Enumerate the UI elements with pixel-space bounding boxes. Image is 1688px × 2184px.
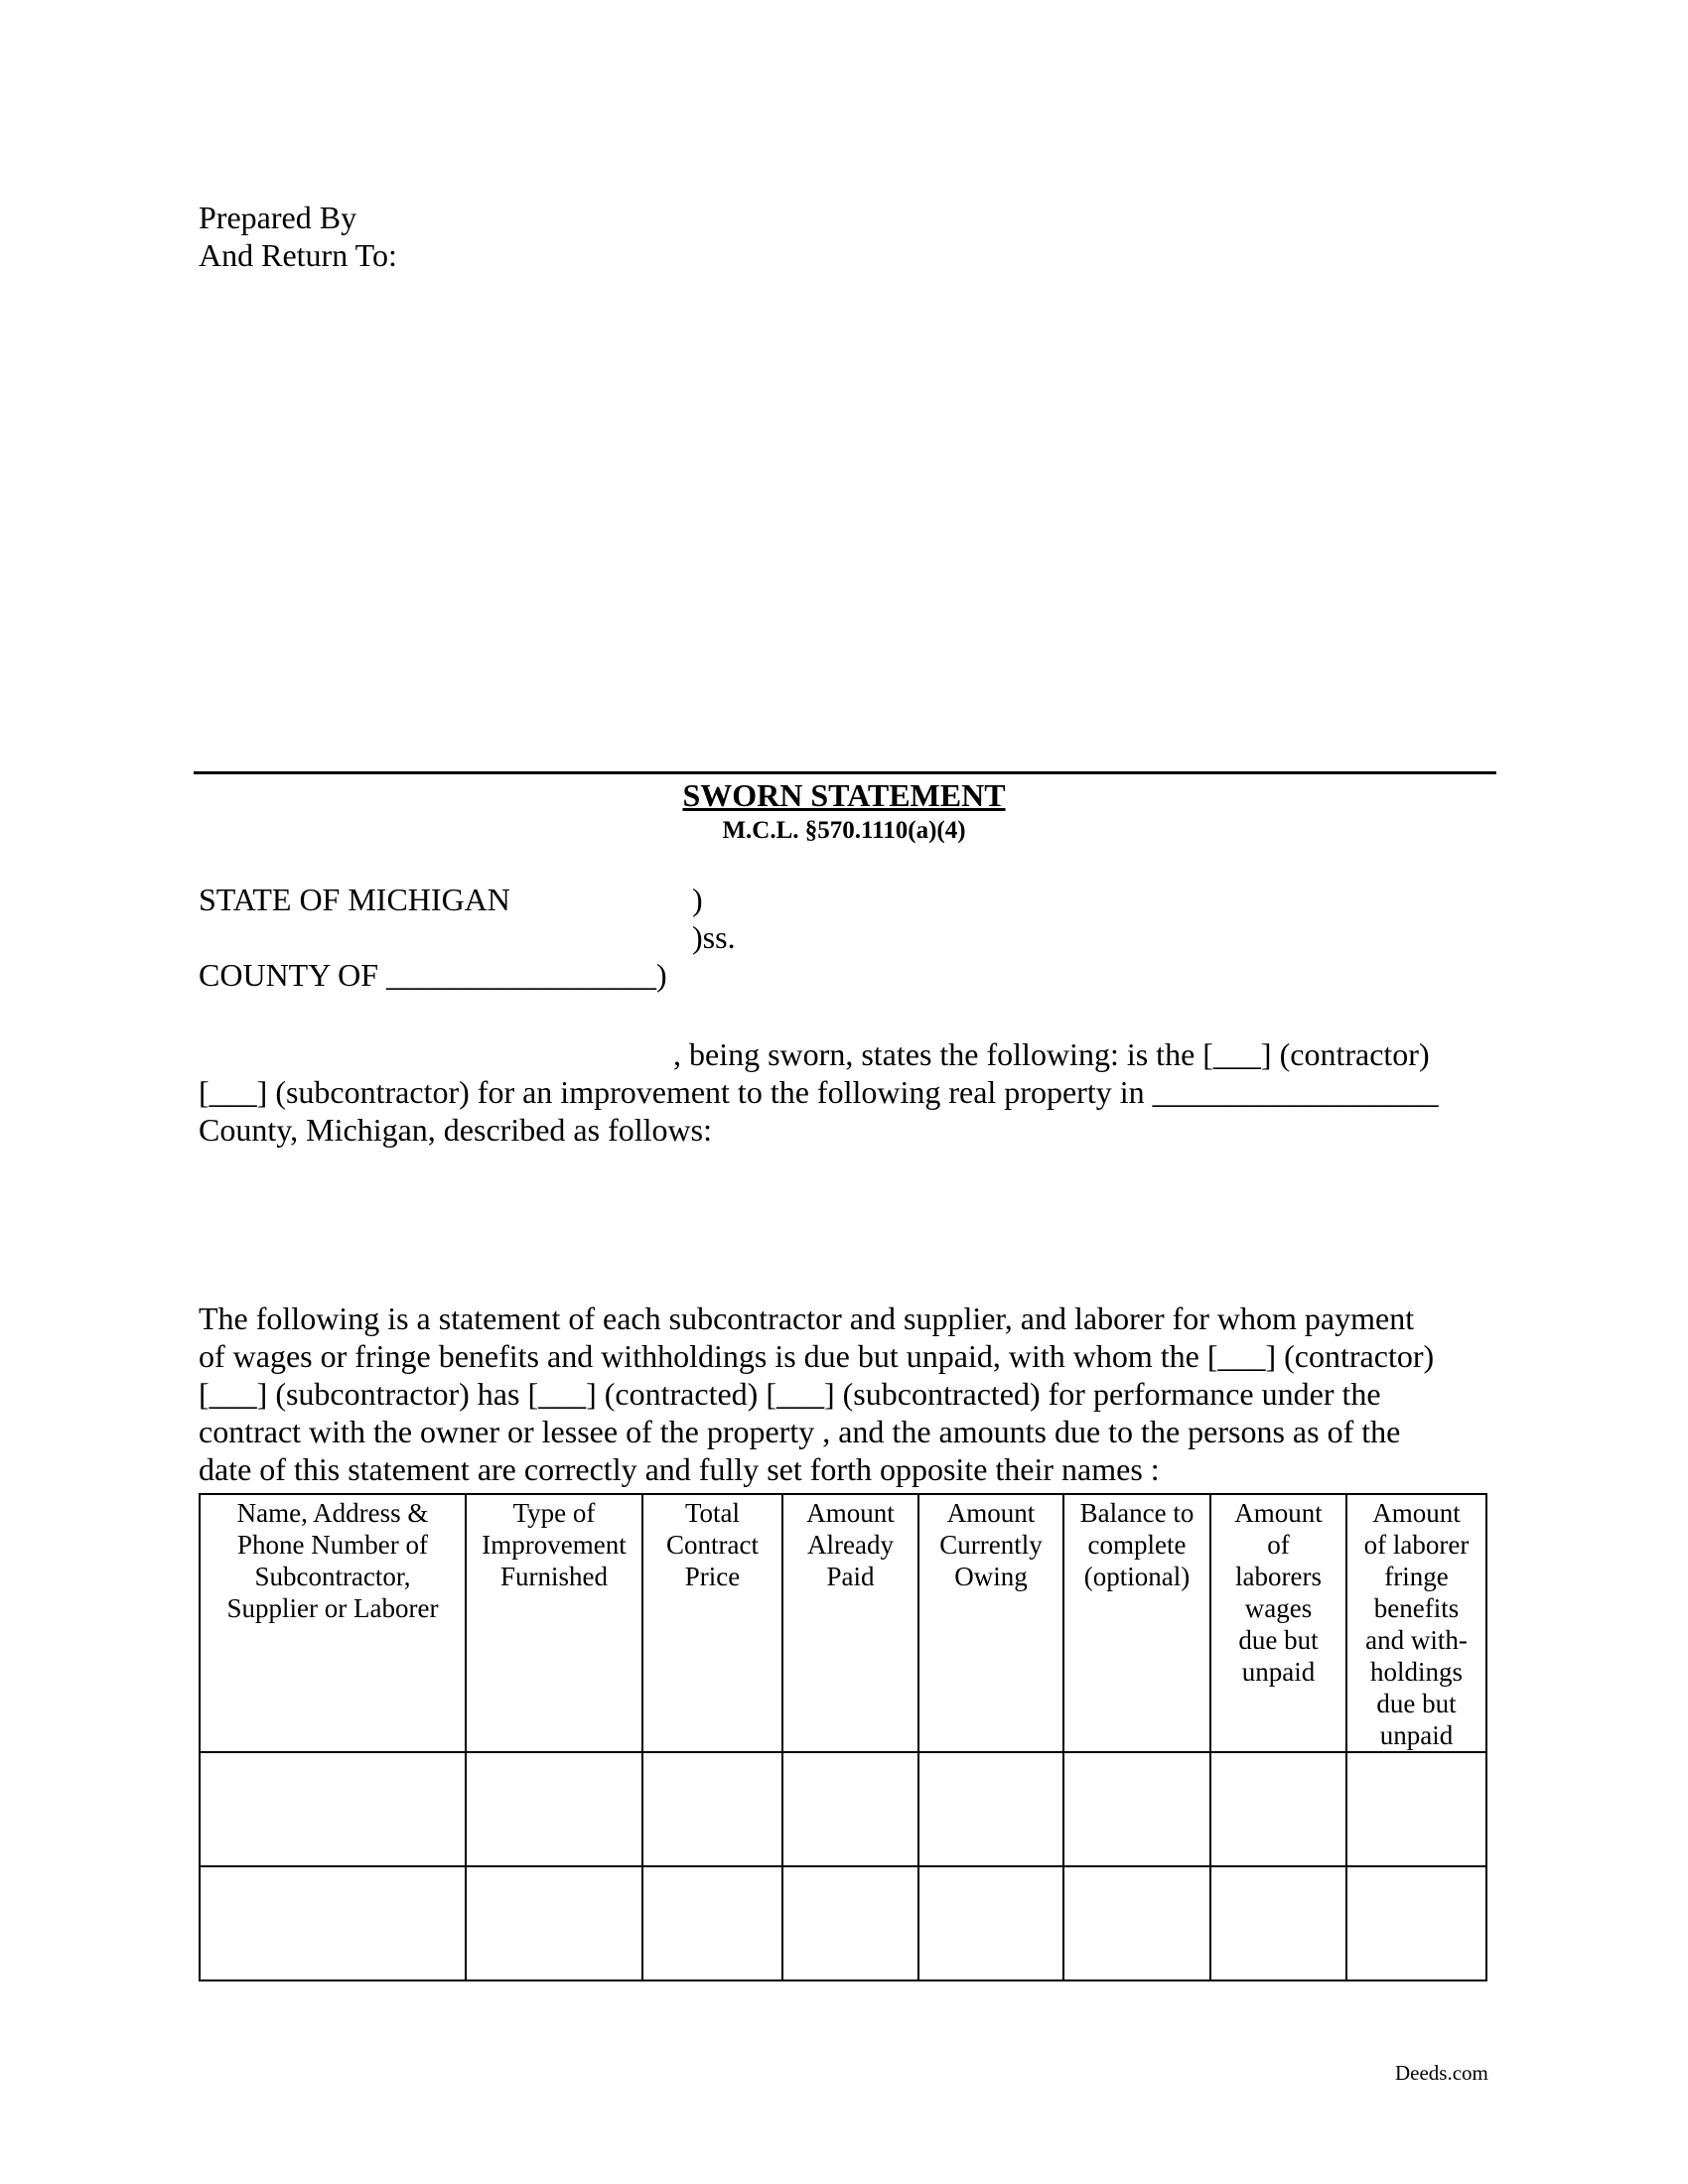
header-total-contract-price: Total Contract Price — [642, 1494, 782, 1752]
return-to-label: And Return To: — [199, 237, 397, 273]
table-cell — [200, 1866, 466, 1980]
venue-paren: ) — [692, 882, 703, 917]
table-cell — [200, 1752, 466, 1866]
venue-ss: )ss. — [692, 919, 736, 955]
table-cell — [1346, 1752, 1486, 1866]
table-cell — [918, 1866, 1063, 1980]
table-cell — [1063, 1752, 1210, 1866]
paragraph1-line1: , being sworn, states the following: is the [___] (contractor) — [673, 1036, 1430, 1072]
header-type-of-improvement: Type of Improvement Furnished — [466, 1494, 642, 1752]
document-title — [0, 777, 1688, 814]
table-cell — [782, 1752, 918, 1866]
header-name-address: Name, Address & Phone Number of Subcontractor, Supplier or Laborer — [200, 1494, 466, 1752]
table-cell — [642, 1752, 782, 1866]
paragraph2-line1: The following is a statement of each subcontractor and supplier, and laborer for whom payment — [199, 1300, 1415, 1336]
table-cell — [1063, 1866, 1210, 1980]
table-cell — [1210, 1752, 1346, 1866]
table-cell — [466, 1866, 642, 1980]
paragraph1-line3: County, Michigan, described as follows: — [199, 1112, 712, 1148]
table-cell — [918, 1752, 1063, 1866]
header-amount-currently-owing: Amount Currently Owing — [918, 1494, 1063, 1752]
paragraph2-line5: date of this statement are correctly and fully set forth opposite their names : — [199, 1451, 1160, 1487]
header-laborers-wages: Amount of laborers wages due but unpaid — [1210, 1494, 1346, 1752]
county-label: COUNTY OF _________________) — [199, 957, 667, 993]
state-label: STATE OF MICHIGAN — [199, 882, 510, 917]
paragraph2-line4: contract with the owner or lessee of the property , and the amounts due to the persons as of the — [199, 1414, 1401, 1449]
prepared-by-label: Prepared By — [199, 200, 357, 235]
table-cell — [1346, 1866, 1486, 1980]
header-laborer-fringe-benefits: Amount of laborer fringe benefits and with- holdings due but unpaid — [1346, 1494, 1486, 1752]
document-title-text: SWORN STATEMENT — [682, 777, 1006, 813]
table-cell — [782, 1866, 918, 1980]
header-amount-already-paid: Amount Already Paid — [782, 1494, 918, 1752]
header-balance-to-complete: Balance to complete (optional) — [1063, 1494, 1210, 1752]
table-cell — [466, 1752, 642, 1866]
statute-citation: M.C.L. §570.1110(a)(4) — [722, 817, 966, 844]
table-cell — [642, 1866, 782, 1980]
sworn-statement-table — [199, 1493, 1487, 1981]
title-divider — [194, 771, 1496, 774]
table-header-row — [200, 1494, 1486, 1752]
paragraph1-line2: [___] (subcontractor) for an improvement to the following real property in __________________ — [199, 1074, 1439, 1110]
paragraph2-line3: [___] (subcontractor) has [___] (contracted) [___] (subcontracted) for performance under the — [199, 1376, 1381, 1412]
table-row — [200, 1752, 1486, 1866]
table-row — [200, 1866, 1486, 1980]
paragraph2-line2: of wages or fringe benefits and withholdings is due but unpaid, with whom the [___] (contractor) — [199, 1338, 1435, 1374]
table-cell — [1210, 1866, 1346, 1980]
footer-brand: Deeds.com — [1395, 2061, 1488, 2085]
